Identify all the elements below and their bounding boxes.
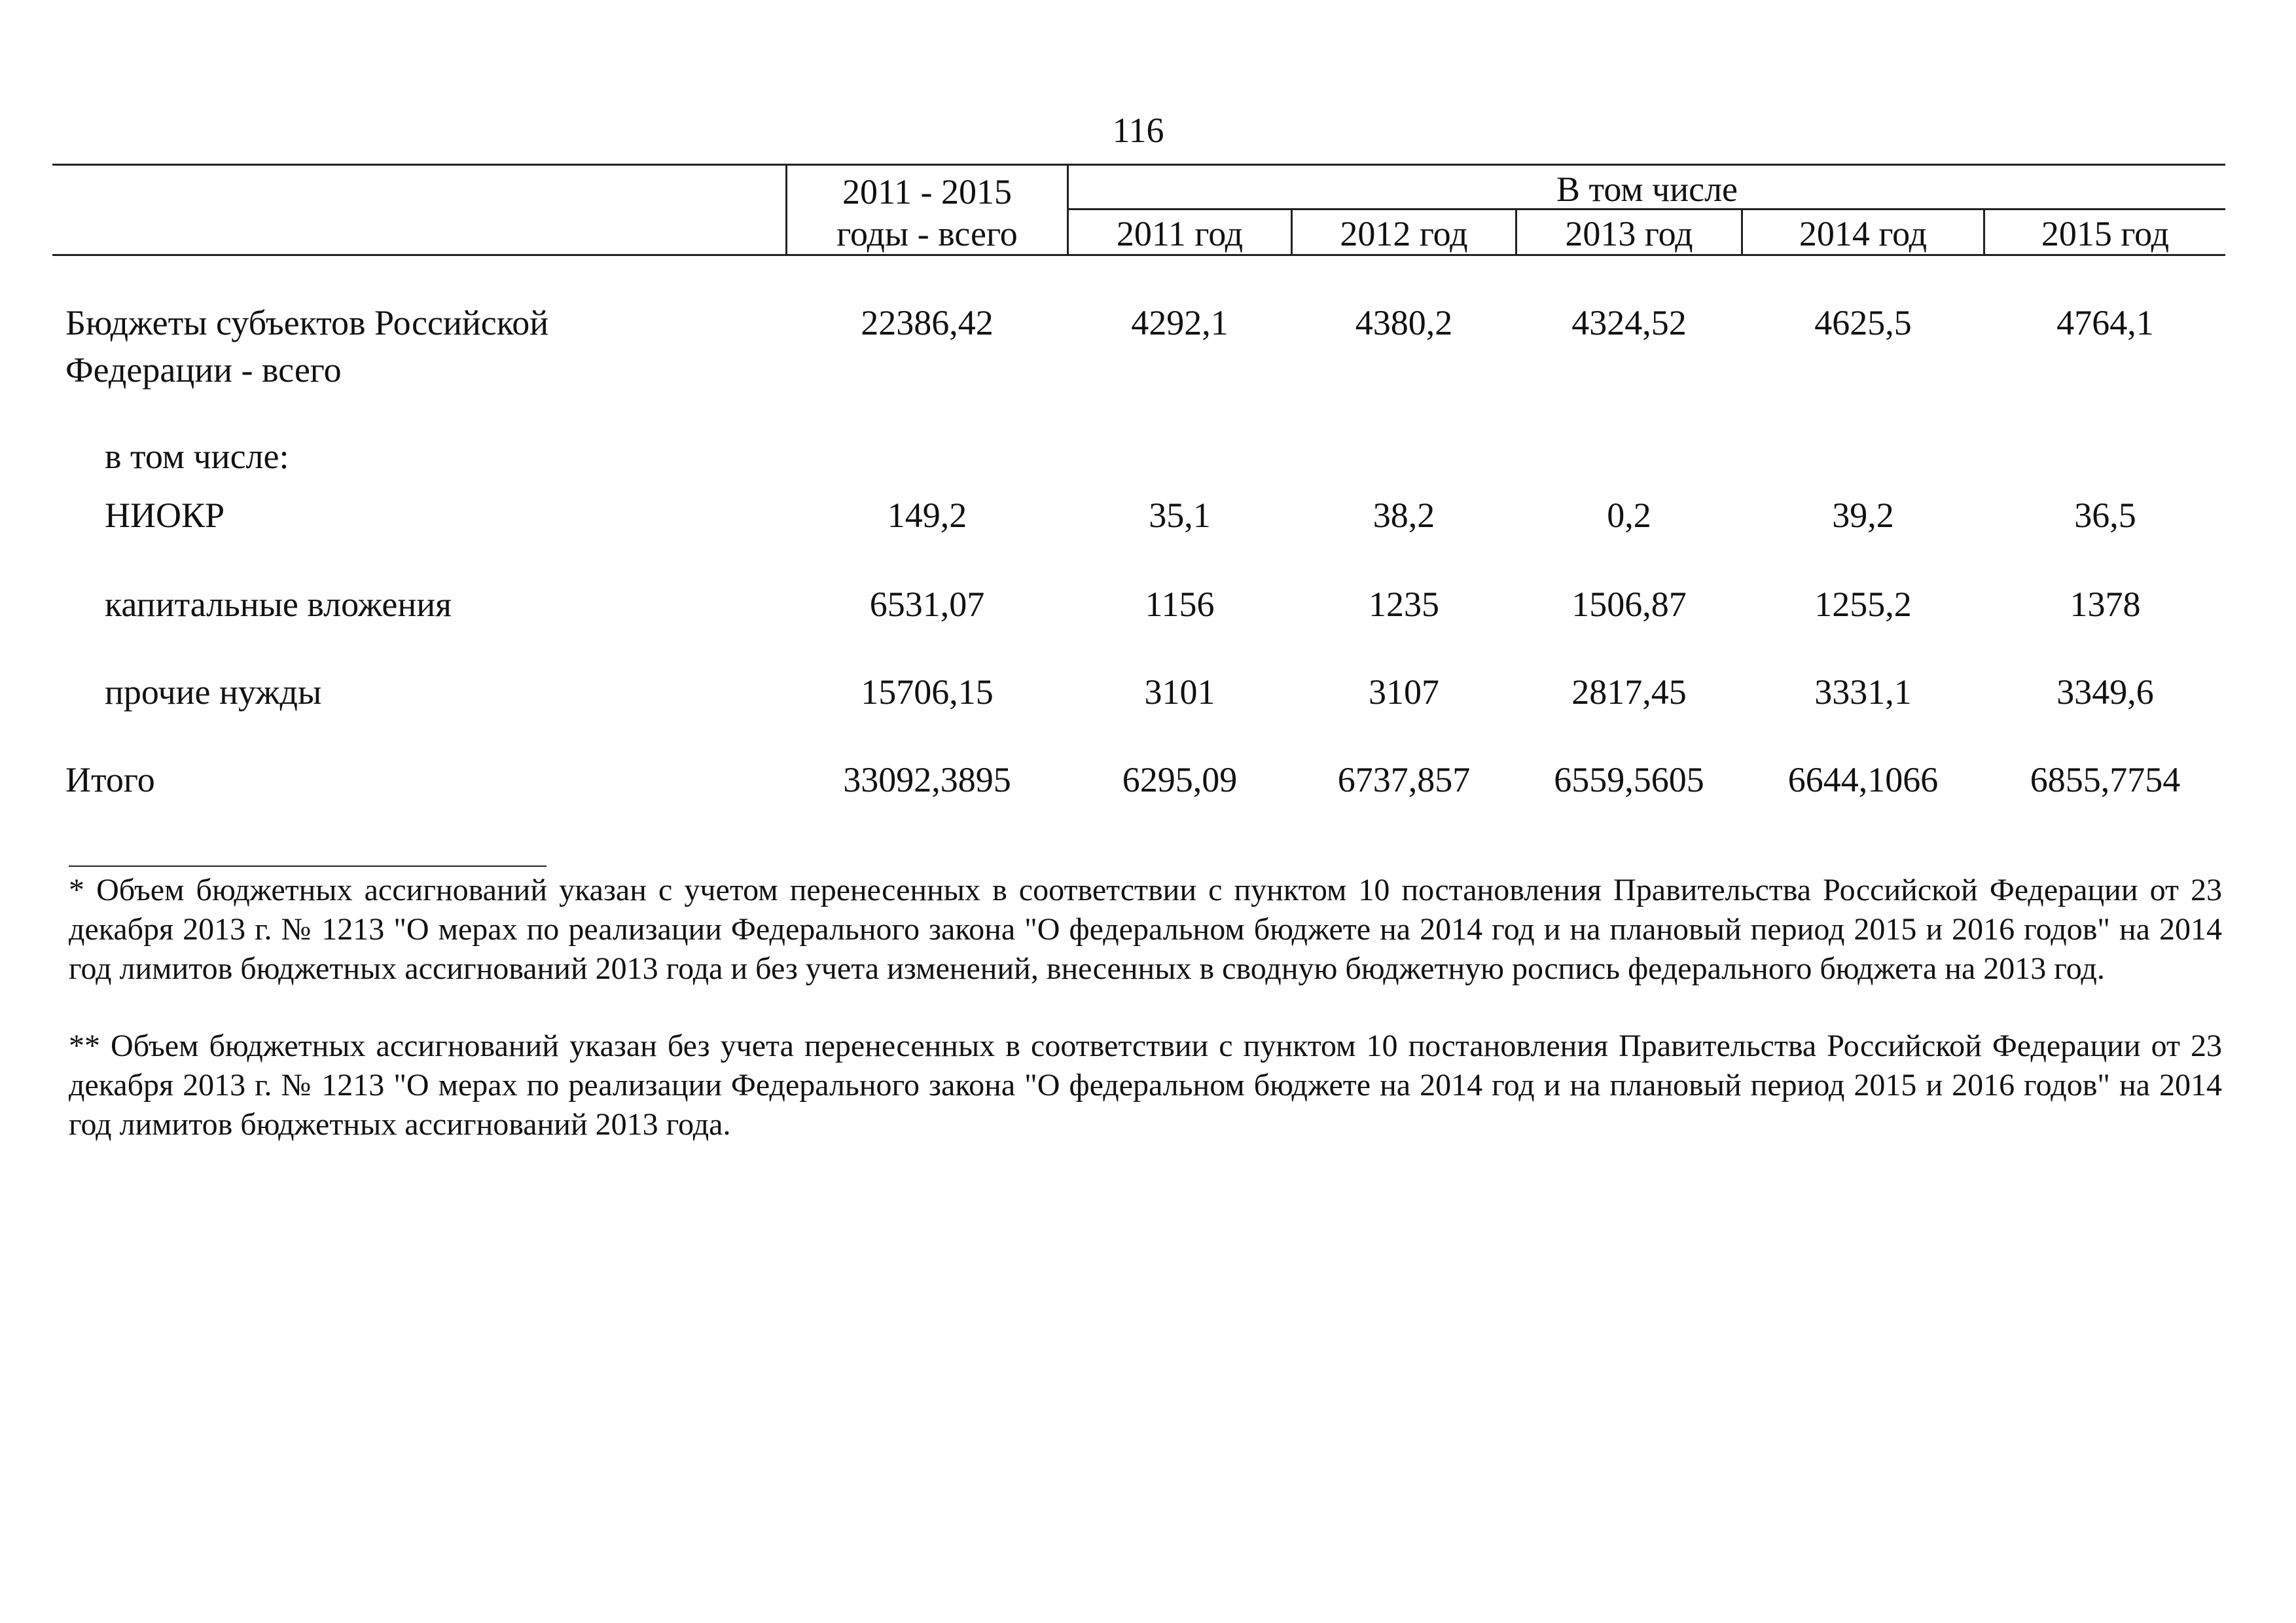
row-value-total-2015: 6855,7754 <box>2030 760 2181 799</box>
header-year-2012: 2012 год <box>1340 214 1468 253</box>
footnote-single-asterisk: * Объем бюджетных ассигнований указан с учетом перенесенных в соответствии с пунктом 10 постановления Правительства Российской Федерации от 23 декабря 2013 г. № 1213 "О мерах по реализации Федерального закона "О федеральном бюджете на 2014 год и на плановый период 2015 и 2016 годов" на 2014 год лимитов бюджетных ассигнований 2013 года и без учета изменений, внесенных в сводную бюджетную роспись федерального бюджета на 2013 год. <box>69 873 2222 986</box>
row-value-regional-2015: 4764,1 <box>2056 303 2154 342</box>
row-value-capital-2013: 1506,87 <box>1571 585 1687 624</box>
row-total-capital: 6531,07 <box>869 585 985 624</box>
row-value-total-2012: 6737,857 <box>1337 760 1471 799</box>
row-value-regional-2013: 4324,52 <box>1571 303 1687 342</box>
header-total-line2: годы - всего <box>836 214 1018 253</box>
header-year-2014: 2014 год <box>1799 214 1928 253</box>
row-value-capital-2011: 1156 <box>1145 585 1215 624</box>
row-value-total-2011: 6295,09 <box>1122 760 1238 799</box>
row-total-regional-budgets: 22386,42 <box>861 303 994 342</box>
page-number: 116 <box>1112 111 1164 150</box>
row-total-total: 33092,3895 <box>843 760 1011 799</box>
row-value-other-2012: 3107 <box>1369 672 1439 712</box>
row-total-niokr: 149,2 <box>887 496 967 535</box>
row-value-capital-2015: 1378 <box>2070 585 2141 624</box>
header-year-2013: 2013 год <box>1565 214 1693 253</box>
row-value-niokr-2015: 36,5 <box>2074 496 2136 535</box>
row-label-total: Итого <box>65 760 155 799</box>
header-year-2011: 2011 год <box>1116 214 1244 253</box>
footnote-double-asterisk: ** Объем бюджетных ассигнований указан без учета перенесенных в соответствии с пунктом 10 постановления Правительства Российской Федерации от 23 декабря 2013 г. № 1213 "О мерах по реализации Федерального закона "О федеральном бюджете на 2014 год и на плановый период 2015 и 2016 годов" на 2014 год лимитов бюджетных ассигнований 2013 года. <box>69 1029 2222 1142</box>
row-label-other: прочие нужды <box>105 672 322 712</box>
row-value-capital-2012: 1235 <box>1369 585 1439 624</box>
row-value-regional-2012: 4380,2 <box>1355 303 1453 342</box>
row-value-regional-2014: 4625,5 <box>1814 303 1912 342</box>
row-value-other-2011: 3101 <box>1144 672 1215 712</box>
header-year-2015: 2015 год <box>2041 214 2170 253</box>
header-group-label: В том числе <box>1556 170 1738 209</box>
row-label-capital: капитальные вложения <box>105 585 452 624</box>
row-value-capital-2014: 1255,2 <box>1814 585 1912 624</box>
row-value-other-2014: 3331,1 <box>1814 672 1912 712</box>
row-label-including: в том числе: <box>105 437 289 476</box>
row-value-niokr-2013: 0,2 <box>1607 496 1651 535</box>
row-value-niokr-2014: 39,2 <box>1832 496 1894 535</box>
row-value-niokr-2012: 38,2 <box>1372 496 1435 535</box>
row-value-total-2013: 6559,5605 <box>1554 760 1704 799</box>
footnote-separator <box>69 866 547 867</box>
row-total-other: 15706,15 <box>861 672 994 712</box>
row-value-total-2014: 6644,1066 <box>1787 760 1939 799</box>
header-total-line1: 2011 - 2015 <box>842 172 1012 211</box>
row-value-niokr-2011: 35,1 <box>1149 496 1211 535</box>
row-label-niokr: НИОКР <box>105 496 225 535</box>
table-top-rule <box>52 164 2225 166</box>
row-value-other-2013: 2817,45 <box>1571 672 1687 712</box>
row-label-regional-budgets: Бюджеты субъектов Российской Федерации - всего <box>65 303 549 390</box>
table-header-bottom-rule <box>52 254 2225 256</box>
row-value-other-2015: 3349,6 <box>2056 672 2154 712</box>
row-value-regional-2011: 4292,1 <box>1131 303 1229 342</box>
